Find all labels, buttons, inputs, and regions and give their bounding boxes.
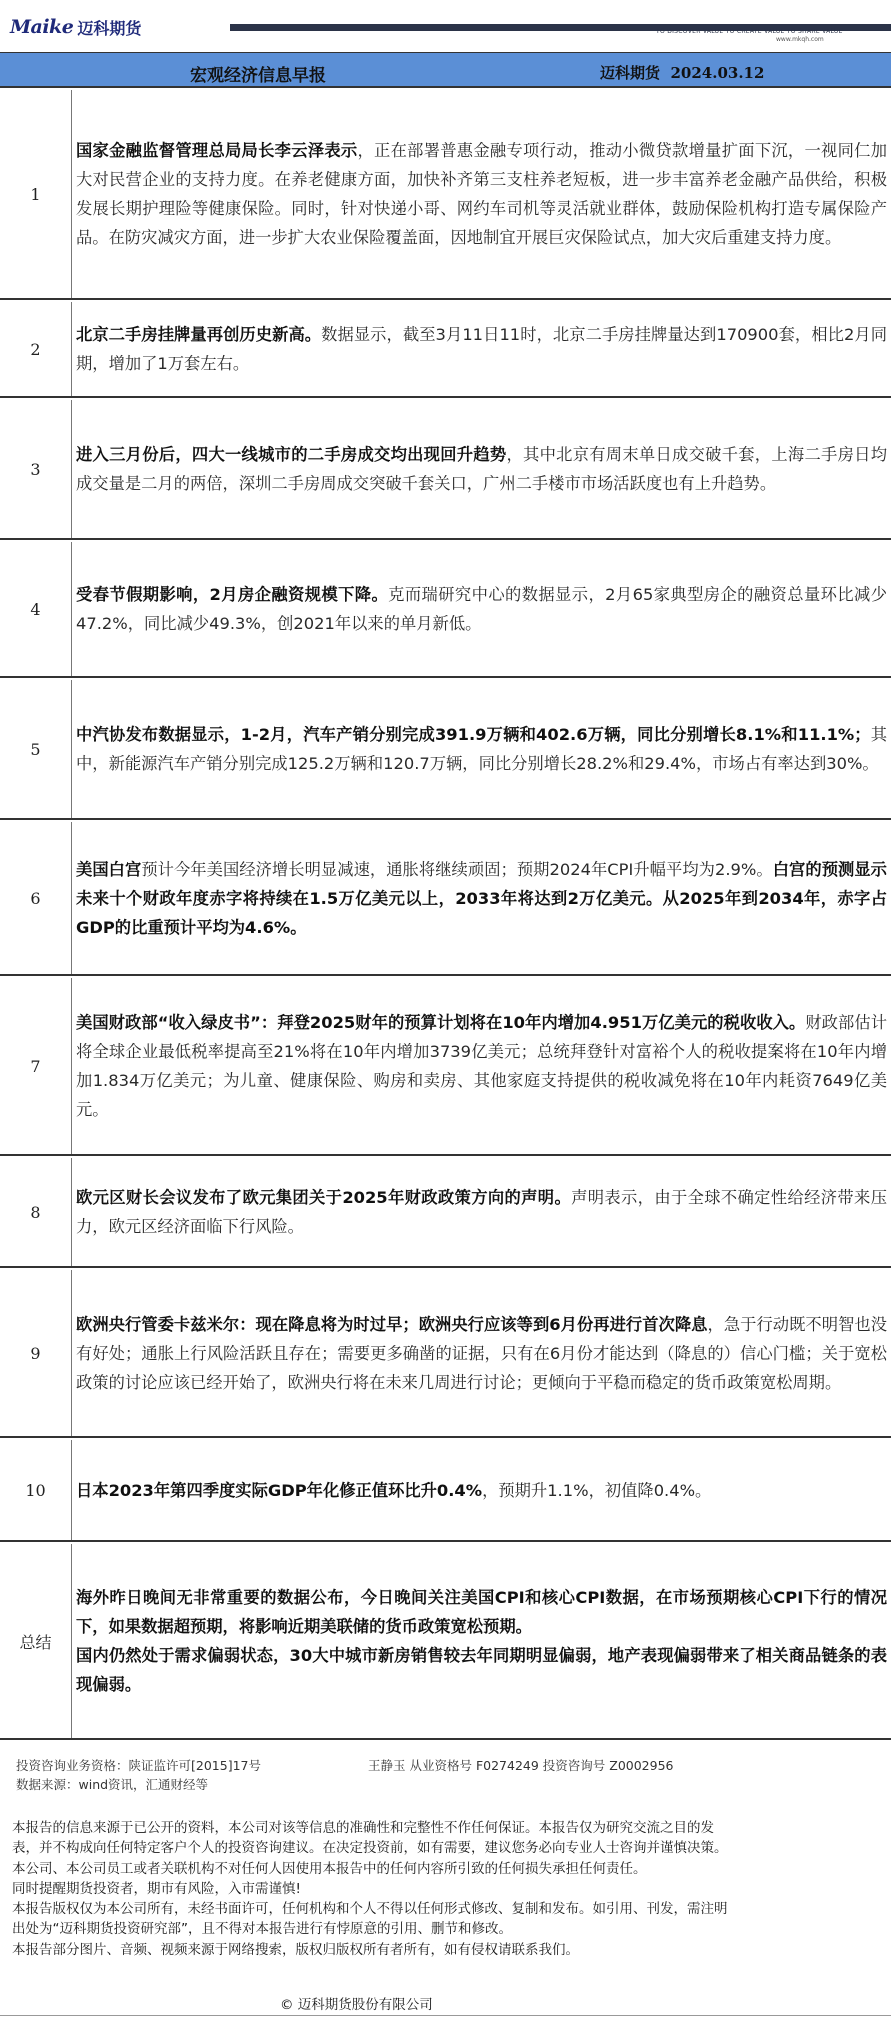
news-row — [0, 1270, 891, 1438]
row-headline: 受春节假期影响，2月房企融资规模下降。 — [76, 585, 389, 604]
row-body: 财政部估计将全球企业最低税率提高至21%将在10年内增加3739亿美元；总统拜登针对富裕个人的税收提案将在10年内增加1.834万亿美元；为儿童、健康保险、购房和卖房、其他家庭支持提供的税收减免将在10年内耗资7649亿美元。 — [76, 1013, 887, 1119]
row-number: 8 — [0, 1158, 72, 1266]
news-row — [0, 400, 891, 540]
row-content — [76, 978, 887, 1154]
report-company: 迈科期货 — [600, 64, 661, 82]
row-content — [76, 400, 887, 538]
row-number: 1 — [0, 90, 72, 298]
news-row — [0, 978, 891, 1156]
logo-cn: 迈科期货 — [77, 18, 142, 38]
row-number: 10 — [0, 1440, 72, 1540]
news-row — [0, 1158, 891, 1268]
copyright: © 迈科期货股份有限公司 — [280, 1997, 433, 2013]
bottom-divider — [0, 2015, 891, 2016]
row-body: 预计今年美国经济增长明显减速，通胀将继续顽固；预期2024年CPI升幅平均为2.9%。 — [141, 859, 773, 879]
row-body: 数据显示，截至3月11日11时，北京二手房挂牌量达到170900套，相比2月同期，增加了1万套左右。 — [76, 325, 887, 373]
summary-row — [0, 1544, 891, 1740]
row-headline: 日本2023年第四季度实际GDP年化修正值环比升0.4% — [76, 1480, 483, 1500]
row-body: ，急于行动既不明智也没有好处；通胀上行风险活跃且存在；需要更多确凿的证据，只有在6月份才能达到（降息的）信心门槛；关于宽松政策的讨论应该已经开始了，欧洲央行将在未来几周进行讨论；更倾向于平稳而稳定的货币政策宽松周期。 — [76, 1314, 887, 1392]
qualification-text: 投资咨询业务资格：陕证监许可[2015]17号 — [16, 1758, 261, 1773]
news-row — [0, 680, 891, 820]
header-banner — [0, 0, 891, 48]
summary-label: 总结 — [0, 1544, 72, 1738]
report-title: 宏观经济信息早报 — [190, 66, 326, 86]
news-row — [0, 542, 891, 678]
row-number: 5 — [0, 680, 72, 818]
disclaimer — [12, 1818, 732, 1960]
disclaimer-paragraph: 同时提醒期货投资者，期市有风险，入市需谨慎! — [12, 1880, 301, 1897]
disclaimer-paragraph: 本报告部分图片、音频、视频来源于网络搜索，版权归版权所有者所有，如有侵权请联系我们。 — [12, 1941, 579, 1958]
row-number: 2 — [0, 302, 72, 396]
row-number: 9 — [0, 1270, 72, 1436]
row-body: 声明表示，由于全球不确定性给经济带来压力，欧元区经济面临下行风险。 — [76, 1188, 887, 1236]
row-headline: 国家金融监督管理总局局长李云泽表示 — [76, 141, 358, 160]
row-headline: 中汽协发布数据显示，1-2月，汽车产销分别完成391.9万辆和402.6万辆，同比分别增长8.1%和11.1%； — [76, 725, 871, 744]
news-row — [0, 822, 891, 976]
row-content — [76, 90, 887, 298]
row-body: ，其中北京有周末单日成交破千套，上海二手房日均成交量是二月的两倍，深圳二手房周成交突破千套关口，广州二手楼市市场活跃度也有上升趋势。 — [76, 445, 887, 493]
row-content — [76, 680, 887, 818]
data-source: 数据来源：wind资讯，汇通财经等 — [16, 1777, 209, 1792]
summary-content — [76, 1544, 887, 1738]
row-headline: 进入三月份后，四大一线城市的二手房成交均出现回升趋势 — [76, 445, 507, 464]
row-headline-2: 白宫的预测显示未来十个财政年度赤字将持续在1.5万亿美元以上，2033年将达到2万亿美元。从2025年到2034年，赤字占GDP的比重预计平均为4.6%。 — [76, 859, 887, 937]
row-headline: 欧元区财长会议发布了欧元集团关于2025年财政政策方向的声明。 — [76, 1188, 572, 1207]
report-title-bar — [0, 52, 891, 88]
row-body: ，预期升1.1%，初值降0.4%。 — [482, 1480, 712, 1500]
report-date: 2024.03.12 — [670, 64, 765, 82]
row-body: ，正在部署普惠金融专项行动，推动小微贷款增量扩面下沉，一视同仁加大对民营企业的支持力度。在养老健康方面，加快补齐第三支柱养老短板，进一步丰富养老金融产品供给，积极发展长期护理险等健康保险。同时，针对快递小哥、网约车司机等灵活就业群体，鼓励保险机构打造专属保险产品。在防灾减灾方面，进一步扩大农业保险覆盖面，因地制宜开展巨灾保险试点，加大灾后重建支持力度。 — [76, 141, 887, 247]
row-content — [76, 302, 887, 396]
row-number: 4 — [0, 542, 72, 676]
row-content — [76, 542, 887, 676]
row-number: 6 — [0, 822, 72, 974]
banner-slogan: TO DISCOVER VALUE TO CREATE VALUE TO SHARE VALUE — [656, 28, 843, 35]
row-headline: 美国财政部“收入绿皮书”：拜登2025财年的预算计划将在10年内增加4.951万亿美元的税收收入。 — [76, 1013, 806, 1032]
row-body: 克而瑞研究中心的数据显示，2月65家典型房企的融资总量环比减少47.2%，同比减少49.3%，创2021年以来的单月新低。 — [76, 585, 887, 633]
row-content — [76, 1270, 887, 1436]
row-number: 7 — [0, 978, 72, 1154]
footer-credentials — [16, 1756, 674, 1774]
summary-line-2: 国内仍然处于需求偏弱状态，30大中城市新房销售较去年同期明显偏弱，地产表现偏弱带来了相关商品链条的表现偏弱。 — [76, 1646, 887, 1694]
analyst-info: 王静玉 从业资格号 F0274249 投资咨询号 Z0002956 — [368, 1758, 674, 1773]
row-content — [76, 822, 887, 974]
disclaimer-paragraph: 本报告版权仅为本公司所有，未经书面许可，任何机构和个人不得以任何形式修改、复制和发布。如引用、刊发，需注明出处为“迈科期货投资研究部”，且不得对本报告进行有悖原意的引用、删节和修改。 — [12, 1901, 728, 1938]
company-logo — [10, 16, 141, 38]
news-row — [0, 302, 891, 398]
row-headline: 北京二手房挂牌量再创历史新高。 — [76, 325, 322, 344]
banner-url: www.mkqh.com — [776, 36, 824, 43]
news-row — [0, 1440, 891, 1542]
news-row — [0, 90, 891, 300]
logo-en: Maike — [10, 16, 74, 38]
row-content — [76, 1158, 887, 1266]
row-headline: 美国白宫 — [76, 859, 142, 879]
report-company-date — [600, 62, 764, 83]
row-content — [76, 1440, 887, 1540]
disclaimer-paragraph: 本报告的信息来源于已公开的资料，本公司对该等信息的准确性和完整性不作任何保证。本报告仅为研究交流之目的发表，并不构成向任何特定客户个人的投资咨询建议。在决定投资前，如有需要，建议您务必向专业人士咨询并谨慎决策。本公司、本公司员工或者关联机构不对任何人因使用本报告中的任何内容所引致的任何损失承担任何责任。 — [12, 1820, 728, 1877]
row-headline: 欧洲央行管委卡兹米尔：现在降息将为时过早；欧洲央行应该等到6月份再进行首次降息 — [76, 1314, 708, 1334]
row-number: 3 — [0, 400, 72, 538]
row-body: 其中，新能源汽车产销分别完成125.2万辆和120.7万辆，同比分别增长28.2%和29.4%，市场占有率达到30%。 — [76, 725, 887, 773]
summary-line-1: 海外昨日晚间无非常重要的数据公布，今日晚间关注美国CPI和核心CPI数据，在市场预期核心CPI下行的情况下，如果数据超预期，将影响近期美联储的货币政策宽松预期。 — [76, 1588, 887, 1636]
